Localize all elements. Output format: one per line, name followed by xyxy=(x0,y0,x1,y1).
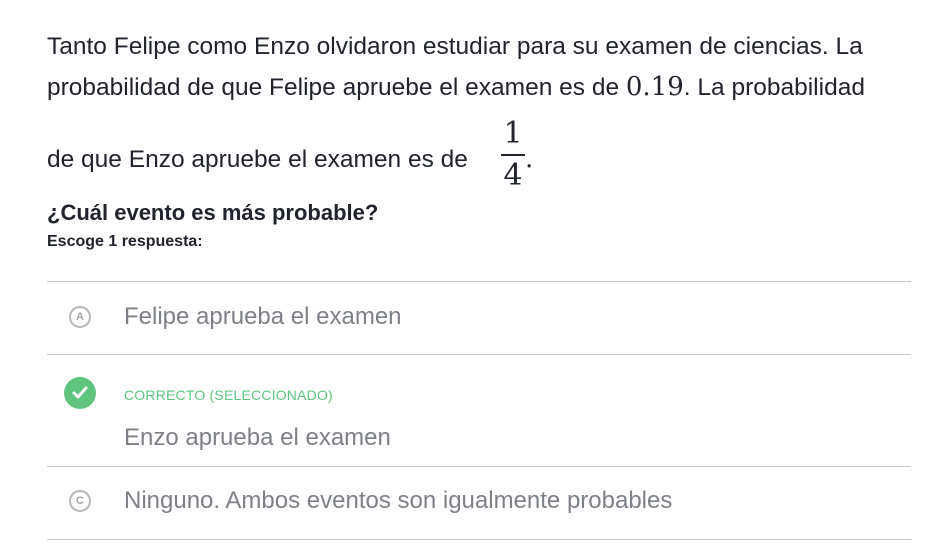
problem-line-2 xyxy=(47,67,917,108)
choice-a-letter-badge[interactable]: A xyxy=(69,306,91,328)
fraction-numerator: 1 xyxy=(503,116,523,151)
choice-divider xyxy=(47,281,911,282)
problem-statement xyxy=(47,26,917,193)
choice-c-text[interactable]: Ninguno. Ambos eventos son igualmente probables xyxy=(124,487,673,514)
problem-line-2-before: probabilidad de que Felipe apruebe el examen es de xyxy=(47,74,626,101)
choice-a-text[interactable]: Felipe aprueba el examen xyxy=(124,303,402,330)
choice-divider xyxy=(47,354,911,355)
problem-line-3-before: de que Enzo apruebe el examen es de xyxy=(47,146,468,173)
problem-line-2-after: . La probabilidad xyxy=(683,74,865,101)
fraction-bar xyxy=(501,154,525,156)
choice-b-text[interactable]: Enzo aprueba el examen xyxy=(124,424,391,451)
choice-divider xyxy=(47,466,911,467)
problem-line-1: Tanto Felipe como Enzo olvidaron estudiar para su examen de ciencias. La xyxy=(47,33,863,60)
correct-check-badge[interactable] xyxy=(64,377,96,409)
question-instructions: Escoge 1 respuesta: xyxy=(47,233,203,250)
enzo-probability-fraction xyxy=(501,117,525,194)
choice-divider xyxy=(47,539,911,540)
problem-line-3-after: . xyxy=(525,144,534,174)
choice-b-status-label: CORRECTO (SELECCIONADO) xyxy=(124,387,333,403)
question-title: ¿Cuál evento es más probable? xyxy=(47,200,379,225)
fraction-denominator: 4 xyxy=(503,158,523,193)
checkmark-icon xyxy=(72,386,88,400)
felipe-probability-value: 0.19 xyxy=(625,72,684,102)
choice-c-letter-badge[interactable]: C xyxy=(69,490,91,512)
